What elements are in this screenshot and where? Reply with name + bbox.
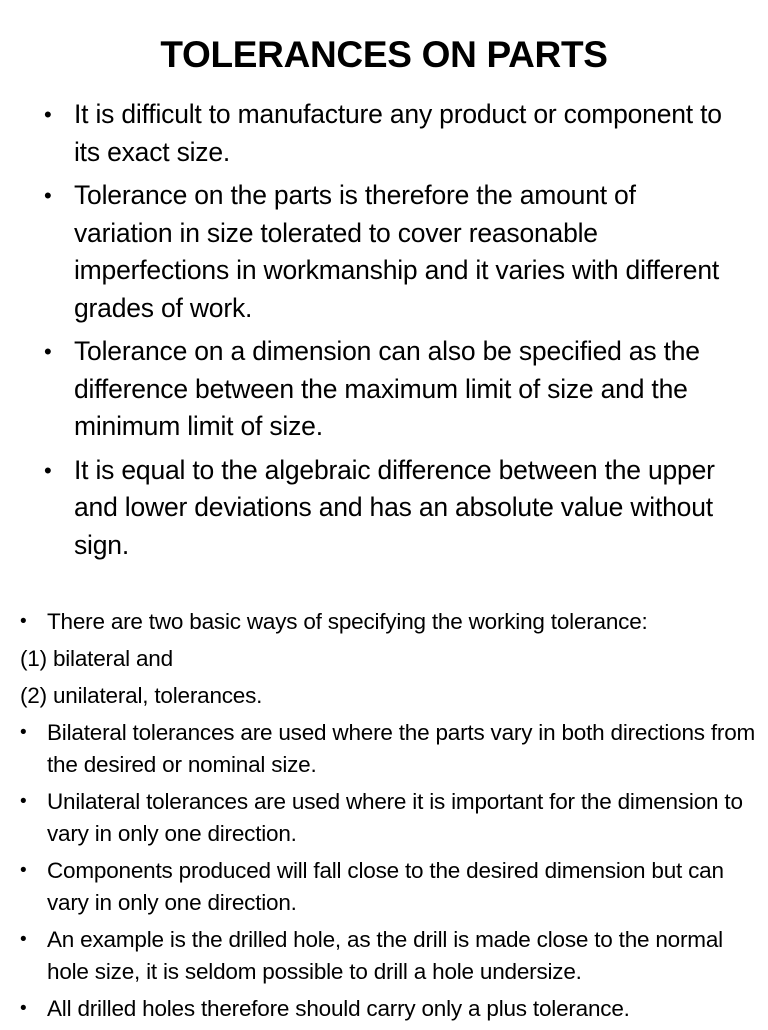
bullet-icon: • [44, 102, 52, 127]
bullet-icon: • [20, 929, 27, 950]
list-item [20, 786, 760, 850]
bullet-text: An example is the drilled hole, as the drill is made close to the normal hole size, it is seldom possible to drill a hole undersize. [47, 927, 723, 984]
bullet-icon: • [20, 860, 27, 881]
list-item [20, 924, 760, 988]
bullet-icon: • [20, 998, 27, 1019]
bullet-icon: • [20, 611, 27, 632]
bullet-text: Tolerance on the parts is therefore the amount of variation in size tolerated to cover reasonable imperfections in workmanship and it varies with different grades of work. [74, 180, 720, 323]
bullet-icon: • [44, 339, 52, 364]
list-item [44, 96, 734, 171]
intro-text: There are two basic ways of specifying the working tolerance: [47, 609, 648, 634]
bottom-bullet-list [20, 606, 760, 1030]
bullet-icon: • [44, 457, 52, 483]
bullet-icon: • [20, 791, 27, 812]
page-title: TOLERANCES ON PARTS [160, 34, 608, 75]
bullet-text: It is equal to the algebraic difference between the upper and lower deviations and has an absolute value without sign. [74, 454, 715, 560]
list-item [44, 333, 734, 446]
top-bullet-list [44, 96, 734, 570]
option-item: (2) unilateral, tolerances. [20, 683, 263, 708]
option-item: (1) bilateral and [20, 646, 173, 671]
bullet-text: All drilled holes therefore should carry only a plus tolerance. [47, 996, 630, 1021]
list-item [20, 993, 760, 1025]
bullet-icon: • [20, 722, 27, 743]
bullet-text: Components produced will fall close to the desired dimension but can vary in only one direction. [47, 858, 724, 915]
list-item [20, 855, 760, 919]
bullet-text: Unilateral tolerances are used where it is important for the dimension to vary in only one direction. [47, 789, 743, 846]
bullet-text: Bilateral tolerances are used where the parts vary in both directions from the desired or nominal size. [47, 720, 756, 777]
bullet-text: Tolerance on a dimension can also be specified as the difference between the maximum limit of size and the minimum limit of size. [74, 336, 700, 441]
list-item [20, 606, 760, 638]
list-item [44, 452, 734, 565]
list-item [44, 177, 734, 327]
list-item [20, 717, 760, 781]
bullet-text: It is difficult to manufacture any product or component to its exact size. [74, 99, 722, 167]
bullet-icon: • [44, 183, 52, 208]
